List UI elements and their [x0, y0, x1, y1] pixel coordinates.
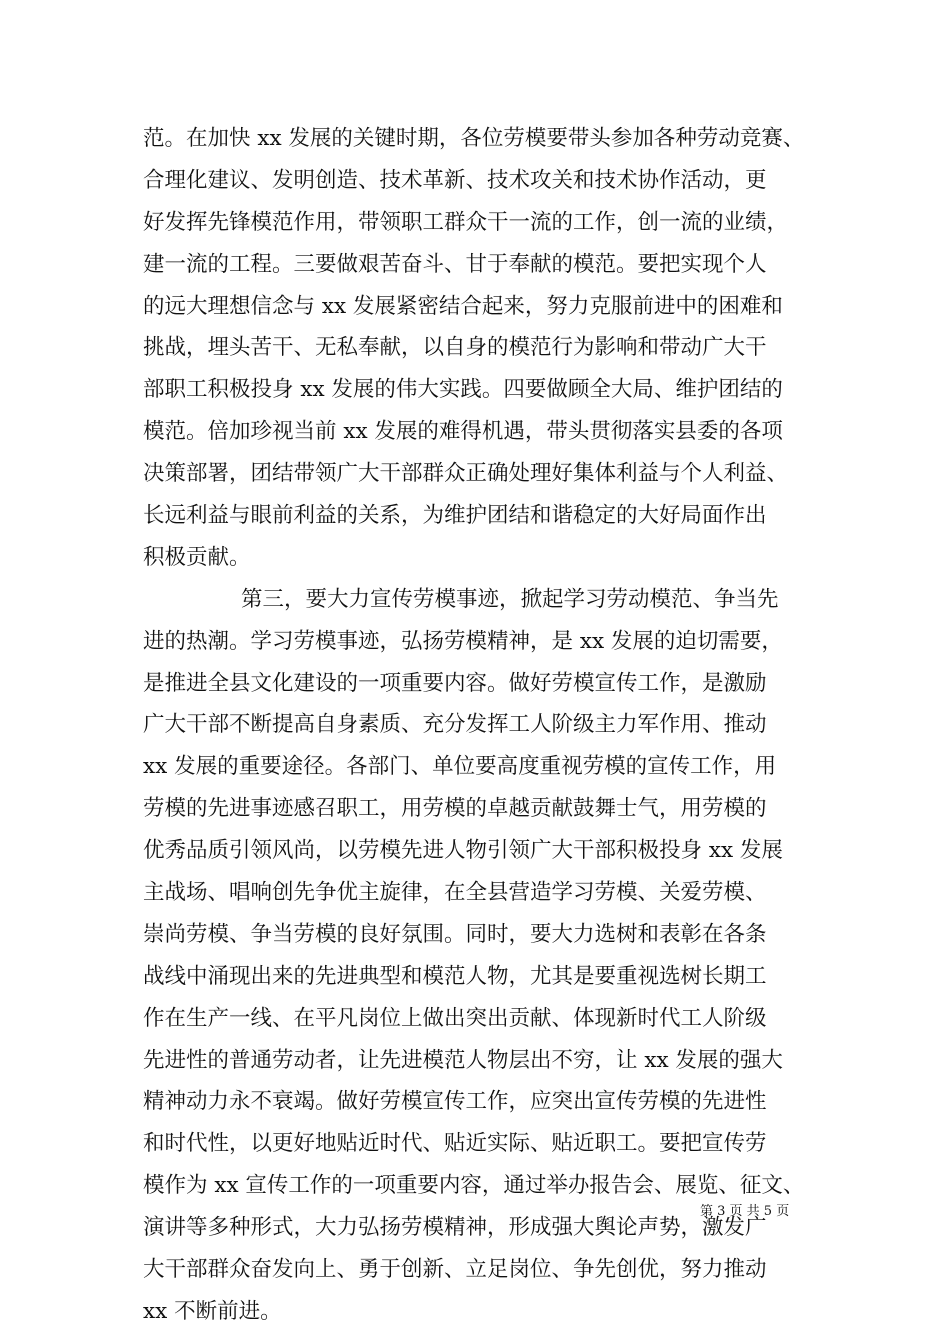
text-line: 崇尚劳模、争当劳模的良好氛围。同时，要大力选树和表彰在各条 — [143, 921, 767, 947]
text-line: 范。在加快 xx 发展的关键时期，各位劳模要带头参加各种劳动竞赛、 — [143, 126, 805, 151]
text-line: 演讲等多种形式，大力弘扬劳模精神，形成强大舆论声势，激发广 — [143, 1215, 767, 1241]
text-line: 主战场、唱响创先争优主旋律，在全县营造学习劳模、关爱劳模、 — [143, 880, 767, 906]
text-line: 长远利益与眼前利益的关系，为维护团结和谐稳定的大好局面作出 — [143, 503, 767, 529]
page-number-footer: 第 3 页 共 5 页 — [700, 1204, 790, 1219]
text-line: 模作为 xx 宣传工作的一项重要内容，通过举办报告会、展览、征文、 — [143, 1173, 805, 1199]
text-line: 优秀品质引领风尚，以劳模先进人物引领广大干部积极投身 xx 发展 — [143, 838, 783, 864]
text-line: 建一流的工程。三要做艰苦奋斗、甘于奉献的模范。要把实现个人 — [143, 251, 767, 277]
text-line: 是推进全县文化建设的一项重要内容。做好劳模宣传工作，是激励 — [143, 670, 767, 696]
text-line: 合理化建议、发明创造、技术革新、技术攻关和技术协作活动，更 — [143, 167, 767, 193]
text-line: 进的热潮。学习劳模事迹，弘扬劳模精神，是 xx 发展的迫切需要， — [143, 628, 783, 654]
text-line: 先进性的普通劳动者，让先进模范人物层出不穷，让 xx 发展的强大 — [143, 1047, 783, 1073]
text-line: 好发挥先锋模范作用，带领职工群众干一流的工作，创一流的业绩， — [143, 209, 789, 235]
text-line: 的远大理想信念与 xx 发展紧密结合起来，努力克服前进中的困难和 — [143, 293, 783, 319]
text-line: 广大干部不断提高自身素质、充分发挥工人阶级主力军作用、推动 — [143, 712, 767, 738]
text-line: 挑战，埋头苦干、无私奉献，以自身的模范行为影响和带动广大干 — [143, 335, 767, 361]
text-line: 部职工积极投身 xx 发展的伟大实践。四要做顾全大局、维护团结的 — [143, 377, 783, 403]
text-line: 和时代性，以更好地贴近时代、贴近实际、贴近职工。要把宣传劳 — [143, 1131, 767, 1157]
text-line: 战线中涌现出来的先进典型和模范人物，尤其是要重视选树长期工 — [143, 963, 767, 989]
text-line: 大干部群众奋发向上、勇于创新、立足岗位、争先创优，努力推动 — [143, 1257, 767, 1283]
text-line: 积极贡献。 — [143, 544, 251, 570]
text-line: 精神动力永不衰竭。做好劳模宣传工作，应突出宣传劳模的先进性 — [143, 1089, 767, 1115]
text-line: xx 发展的重要途径。各部门、单位要高度重视劳模的宣传工作，用 — [143, 754, 777, 780]
text-line: 模范。倍加珍视当前 xx 发展的难得机遇，带头贯彻落实县委的各项 — [143, 419, 783, 445]
paragraph-start-line: 第三，要大力宣传劳模事迹，掀起学习劳动模范、争当先 — [241, 586, 779, 612]
text-line: 决策部署，团结带领广大干部群众正确处理好集体利益与个人利益、 — [143, 461, 789, 487]
document-body — [143, 118, 823, 1333]
text-line: 劳模的先进事迹感召职工，用劳模的卓越贡献鼓舞士气，用劳模的 — [143, 796, 767, 822]
text-line: 作在生产一线、在平凡岗位上做出突出贡献、体现新时代工人阶级 — [143, 1005, 767, 1031]
text-line: xx 不断前进。 — [143, 1298, 282, 1324]
